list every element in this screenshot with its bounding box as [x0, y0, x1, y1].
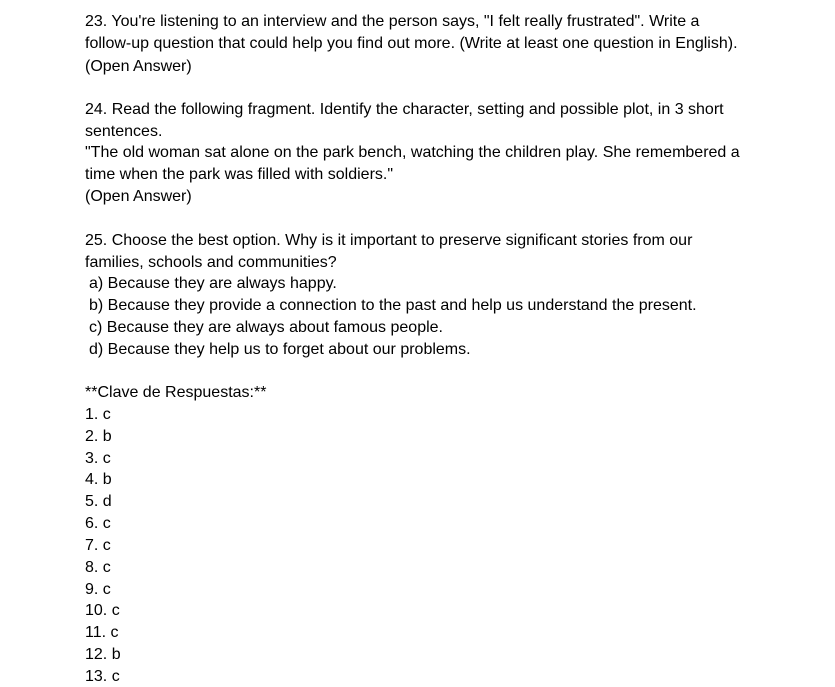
answer-key-item: 10. c [85, 602, 120, 619]
q25-option-d: d) Because they help us to forget about our problems. [89, 341, 471, 358]
answer-key-title: **Clave de Respuestas:** [85, 384, 267, 401]
q23-line-1: 23. You're listening to an interview and the person says, "I felt really frustrated". Write a [85, 13, 700, 30]
q24-line-1: 24. Read the following fragment. Identify the character, setting and possible plot, in 3 short [85, 101, 724, 118]
q24-fragment-line-1: "The old woman sat alone on the park bench, watching the children play. She remembered a [85, 144, 740, 161]
q25-option-a: a) Because they are always happy. [89, 275, 337, 292]
answer-key-item: 5. d [85, 493, 112, 510]
q24-fragment-line-2: time when the park was filled with soldiers." [85, 166, 394, 183]
answer-key-item: 13. c [85, 668, 120, 685]
q24-line-2: sentences. [85, 123, 163, 140]
q25-option-b: b) Because they provide a connection to the past and help us understand the present. [89, 297, 697, 314]
q24-open-answer: (Open Answer) [85, 188, 192, 205]
answer-key-item: 7. c [85, 537, 111, 554]
q25-line-1: 25. Choose the best option. Why is it important to preserve significant stories from our [85, 232, 693, 249]
q25-option-c: c) Because they are always about famous people. [89, 319, 443, 336]
answer-key-item: 11. c [85, 624, 119, 641]
q25-line-2: families, schools and communities? [85, 254, 337, 271]
answer-key-item: 3. c [85, 450, 111, 467]
q23-open-answer: (Open Answer) [85, 58, 192, 75]
answer-key-item: 1. c [85, 406, 111, 423]
answer-key-item: 4. b [85, 471, 112, 488]
q23-line-2: follow-up question that could help you find out more. (Write at least one question in English). [85, 35, 738, 52]
answer-key-item: 9. c [85, 581, 111, 598]
answer-key-item: 8. c [85, 559, 111, 576]
answer-key-item: 6. c [85, 515, 111, 532]
answer-key-item: 12. b [85, 646, 121, 663]
answer-key-item: 2. b [85, 428, 112, 445]
